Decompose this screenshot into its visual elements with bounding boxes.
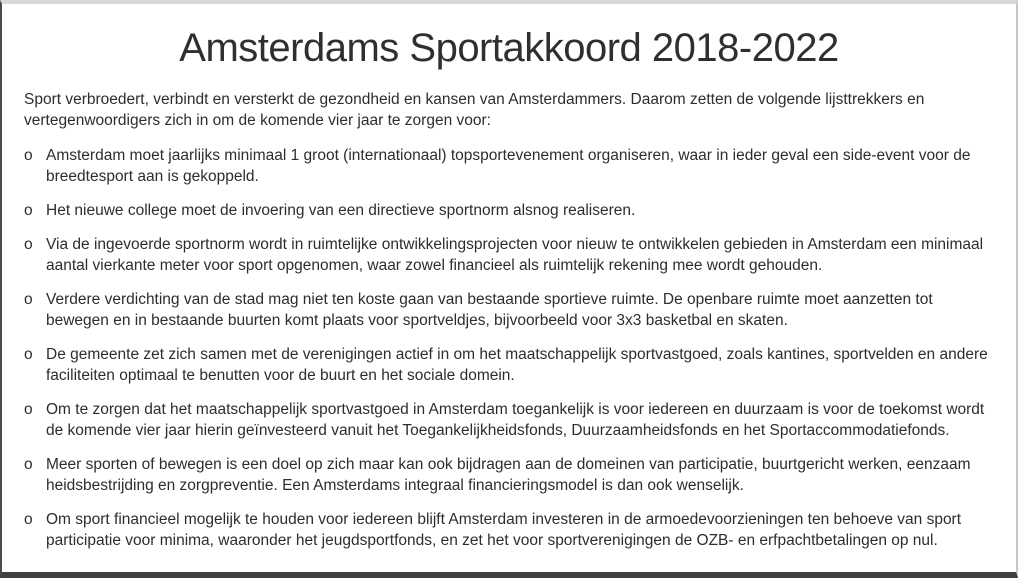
bullet-text: Verdere verdichting van de stad mag niet ten koste gaan van bestaande sportieve ruimte. De openbare ruimte moet aanzetten tot bewegen en in bestaande buurten komt plaats voor sportveldjes, bijvoorbeeld voor 3x3 basketbal en skaten. xyxy=(46,291,933,329)
bullet-text: Via de ingevoerde sportnorm wordt in ruimtelijke ontwikkelingsprojecten voor nieuw te ontwikkelen gebieden in Amsterdam een minimaal aantal vierkante meter voor sport opgenomen, waar zowel financieel als ruimtelijk rekening mee wordt gehouden. xyxy=(46,236,984,274)
bullet-marker: o xyxy=(24,456,33,473)
intro-paragraph: Sport verbroedert, verbindt en versterkt de gezondheid en kansen van Amsterdammers. Daarom zetten de volgende lijsttrekkers en vertegenwoordigers zich in om de komende vier jaar te zorgen voor: xyxy=(24,91,925,129)
bullet-item xyxy=(24,344,990,386)
bullet-marker: o xyxy=(24,291,33,308)
bullet-text: Amsterdam moet jaarlijks minimaal 1 groot (internationaal) topsportevenement organiseren, waar in ieder geval een side-event voor de breedtesport aan is gekoppeld. xyxy=(46,147,971,185)
bullet-item xyxy=(24,145,990,187)
bullet-text: Om sport financieel mogelijk te houden voor iedereen blijft Amsterdam investeren in de armoedevoorzieningen ten behoeve van sport participatie voor minima, waaronder het jeugdsportfonds, en zet het voor sportverenigingen de OZB- en erfpachtbetalingen op nul. xyxy=(46,511,962,549)
bullet-text: Het nieuwe college moet de invoering van een directieve sportnorm alsnog realiseren. xyxy=(46,202,636,219)
page-title: Amsterdams Sportakkoord 2018-2022 xyxy=(179,26,839,70)
document-body xyxy=(2,89,1016,551)
bullet-item xyxy=(24,289,990,331)
bullet-marker: o xyxy=(24,236,33,253)
bullet-text: Meer sporten of bewegen is een doel op zich maar kan ook bijdragen aan de domeinen van participatie, buurtgericht werken, eenzaam heidsbestrijding en zorgpreventie. Een Amsterdams integraal financieringsmodel is dan ook wenselijk. xyxy=(46,456,971,494)
bullet-text: Om te zorgen dat het maatschappelijk sportvastgoed in Amsterdam toegankelijk is voor iedereen en duurzaam is voor de toekomst wordt de komende vier jaar hierin geïnvesteerd vanuit het Toegankelijkheidsfonds, Duurzaamheidsfonds en het Sportaccommodatiefonds. xyxy=(46,401,985,439)
bullet-item xyxy=(24,454,990,496)
bullet-marker: o xyxy=(24,202,33,219)
bullet-marker: o xyxy=(24,147,33,164)
bullet-marker: o xyxy=(24,346,33,363)
bullet-item xyxy=(24,234,990,276)
bullet-list xyxy=(24,145,990,551)
bullet-item xyxy=(24,200,990,221)
bullet-marker: o xyxy=(24,511,33,528)
bullet-text: De gemeente zet zich samen met de verenigingen actief in om het maatschappelijk sportvastgoed, zoals kantines, sportvelden en andere faciliteiten optimaal te benutten voor de buurt en het sociale domein. xyxy=(46,346,988,384)
bullet-item xyxy=(24,399,990,441)
bullet-marker: o xyxy=(24,401,33,418)
bullet-item xyxy=(24,509,990,551)
